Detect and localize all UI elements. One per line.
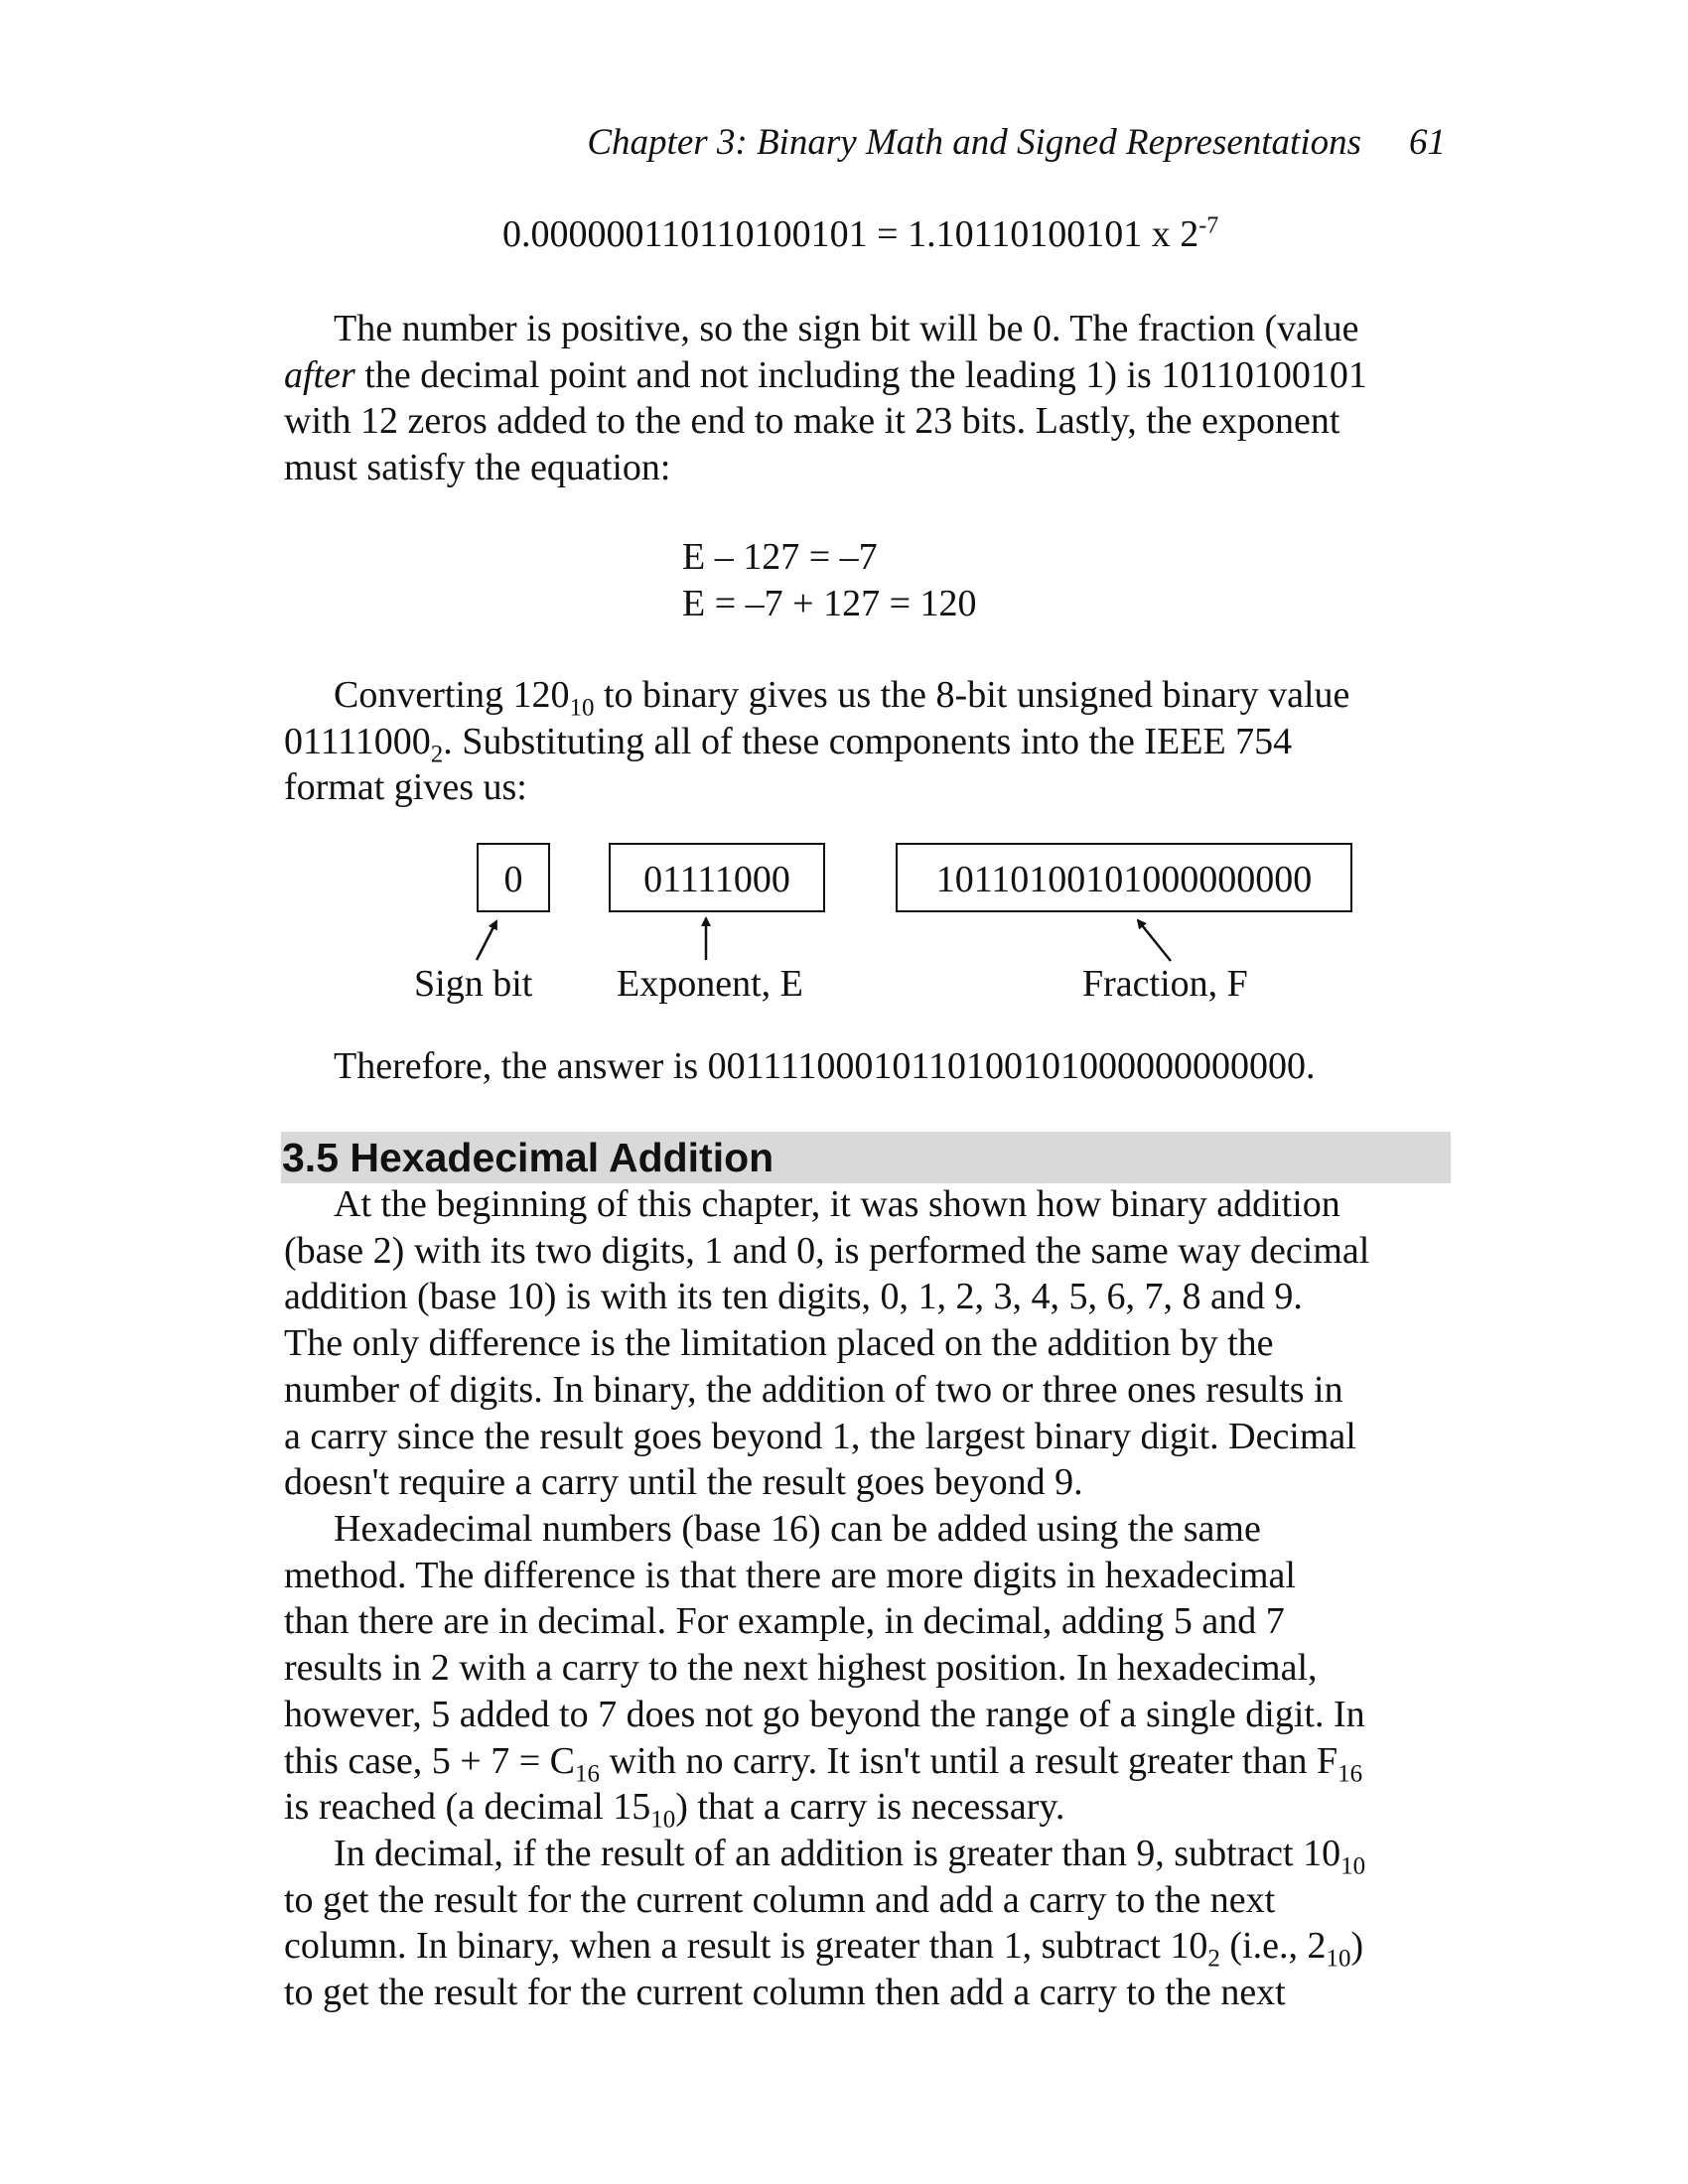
text-run: (i.e., 2 xyxy=(1219,1925,1327,1968)
text-line xyxy=(284,1784,1456,1834)
text-line: format gives us: xyxy=(284,766,527,809)
text-run: Converting 120 xyxy=(334,674,570,716)
text-line: to get the result for the current column then add a carry to the next xyxy=(284,1972,1286,2014)
section-heading: 3.5 Hexadecimal Addition xyxy=(282,1135,774,1180)
text-run: this case, 5 + 7 = C xyxy=(284,1739,575,1782)
paragraph-hexadecimal xyxy=(284,1506,1456,1834)
subscript: 10 xyxy=(650,1806,676,1834)
subscript: 10 xyxy=(1326,1946,1351,1973)
text-line: The number is positive, so the sign bit will be 0. The fraction (value xyxy=(334,308,1359,349)
subscript: 16 xyxy=(1337,1760,1363,1788)
paragraph-subtract-rule xyxy=(284,1831,1456,2016)
text-line: to get the result for the current column and add a carry to the next xyxy=(284,1878,1276,1921)
page-number: 61 xyxy=(1409,122,1446,163)
diagram-arrows xyxy=(0,0,1688,993)
fraction-label: Fraction, F xyxy=(1082,963,1248,1005)
text-run: . Substituting all of these components into the IEEE 754 xyxy=(443,720,1293,762)
exponent-label: Exponent, E xyxy=(617,963,803,1005)
text-run: ) xyxy=(1350,1925,1364,1968)
chapter-title: Chapter 3: Binary Math and Signed Representations xyxy=(587,122,1361,163)
arrow-icon xyxy=(1138,920,1171,961)
answer-line: Therefore, the answer is 00111100010110100101000000000000. xyxy=(334,1045,1316,1087)
text-run: is reached (a decimal 15 xyxy=(284,1786,651,1829)
text-run: the decimal point and not including the leading 1) is 10110100101 xyxy=(354,353,1367,396)
text-line: however, 5 added to 7 does not go beyond the range of a single digit. In xyxy=(284,1693,1365,1735)
arrow-icon xyxy=(477,921,496,960)
subscript: 2 xyxy=(1207,1946,1220,1973)
subscript: 10 xyxy=(1340,1852,1366,1880)
text-line: number of digits. In binary, the addition of two or three ones results in xyxy=(284,1368,1343,1411)
text-line: method. The difference is that there are more digits in hexadecimal xyxy=(284,1554,1296,1596)
text-line: The only difference is the limitation placed on the addition by the xyxy=(284,1322,1274,1365)
emphasis-after: after xyxy=(284,353,355,396)
equation-exponent: -7 xyxy=(1198,212,1219,239)
subscript: 16 xyxy=(575,1760,600,1788)
sign-bit-label: Sign bit xyxy=(414,963,533,1005)
text-line: results in 2 with a carry to the next highest position. In hexadecimal, xyxy=(284,1647,1318,1690)
paragraph-binary-addition xyxy=(284,1181,1456,1506)
fraction-value: 10110100101000000000 xyxy=(935,859,1313,900)
text-run: to binary gives us the 8-bit unsigned binary value xyxy=(594,674,1350,716)
text-line: a carry since the result goes beyond 1, the largest binary digit. Decimal xyxy=(284,1415,1356,1457)
equation-line: E = –7 + 127 = 120 xyxy=(682,583,977,624)
text-line: addition (base 10) is with its ten digits, 0, 1, 2, 3, 4, 5, 6, 7, 8 and 9. xyxy=(284,1276,1303,1318)
text-line: must satisfy the equation: xyxy=(284,447,671,489)
text-line: (base 2) with its two digits, 1 and 0, is performed the same way decimal xyxy=(284,1229,1370,1272)
text-run: ) that a carry is necessary. xyxy=(675,1786,1065,1829)
subscript: 2 xyxy=(430,741,444,768)
text-line xyxy=(284,1923,1456,1973)
subscript: 10 xyxy=(569,694,595,722)
equation-line: E – 127 = –7 xyxy=(682,536,878,578)
text-line: doesn't require a carry until the result goes beyond 9. xyxy=(284,1461,1083,1504)
text-run: In decimal, if the result of an addition is greater than 9, subtract 10 xyxy=(334,1833,1341,1874)
sign-bit-value: 0 xyxy=(503,859,523,900)
text-line: than there are in decimal. For example, in decimal, adding 5 and 7 xyxy=(284,1600,1285,1643)
text-line: Hexadecimal numbers (base 16) can be added using the same xyxy=(334,1508,1261,1550)
text-line xyxy=(284,1738,1456,1788)
exponent-value: 01111000 xyxy=(643,859,790,900)
text-run: with no carry. It isn't until a result greater than F xyxy=(600,1739,1338,1782)
text-run: 01111000 xyxy=(284,720,431,762)
equation-lhs: 0.000000110110100101 = 1.10110100101 x 2 xyxy=(502,213,1199,255)
text-line xyxy=(284,1831,1456,1880)
text-run: column. In binary, when a result is greater than 1, subtract 10 xyxy=(284,1925,1208,1968)
text-line: with 12 zeros added to the end to make it 23 bits. Lastly, the exponent xyxy=(284,400,1340,443)
text-line: At the beginning of this chapter, it was shown how binary addition xyxy=(334,1183,1340,1225)
